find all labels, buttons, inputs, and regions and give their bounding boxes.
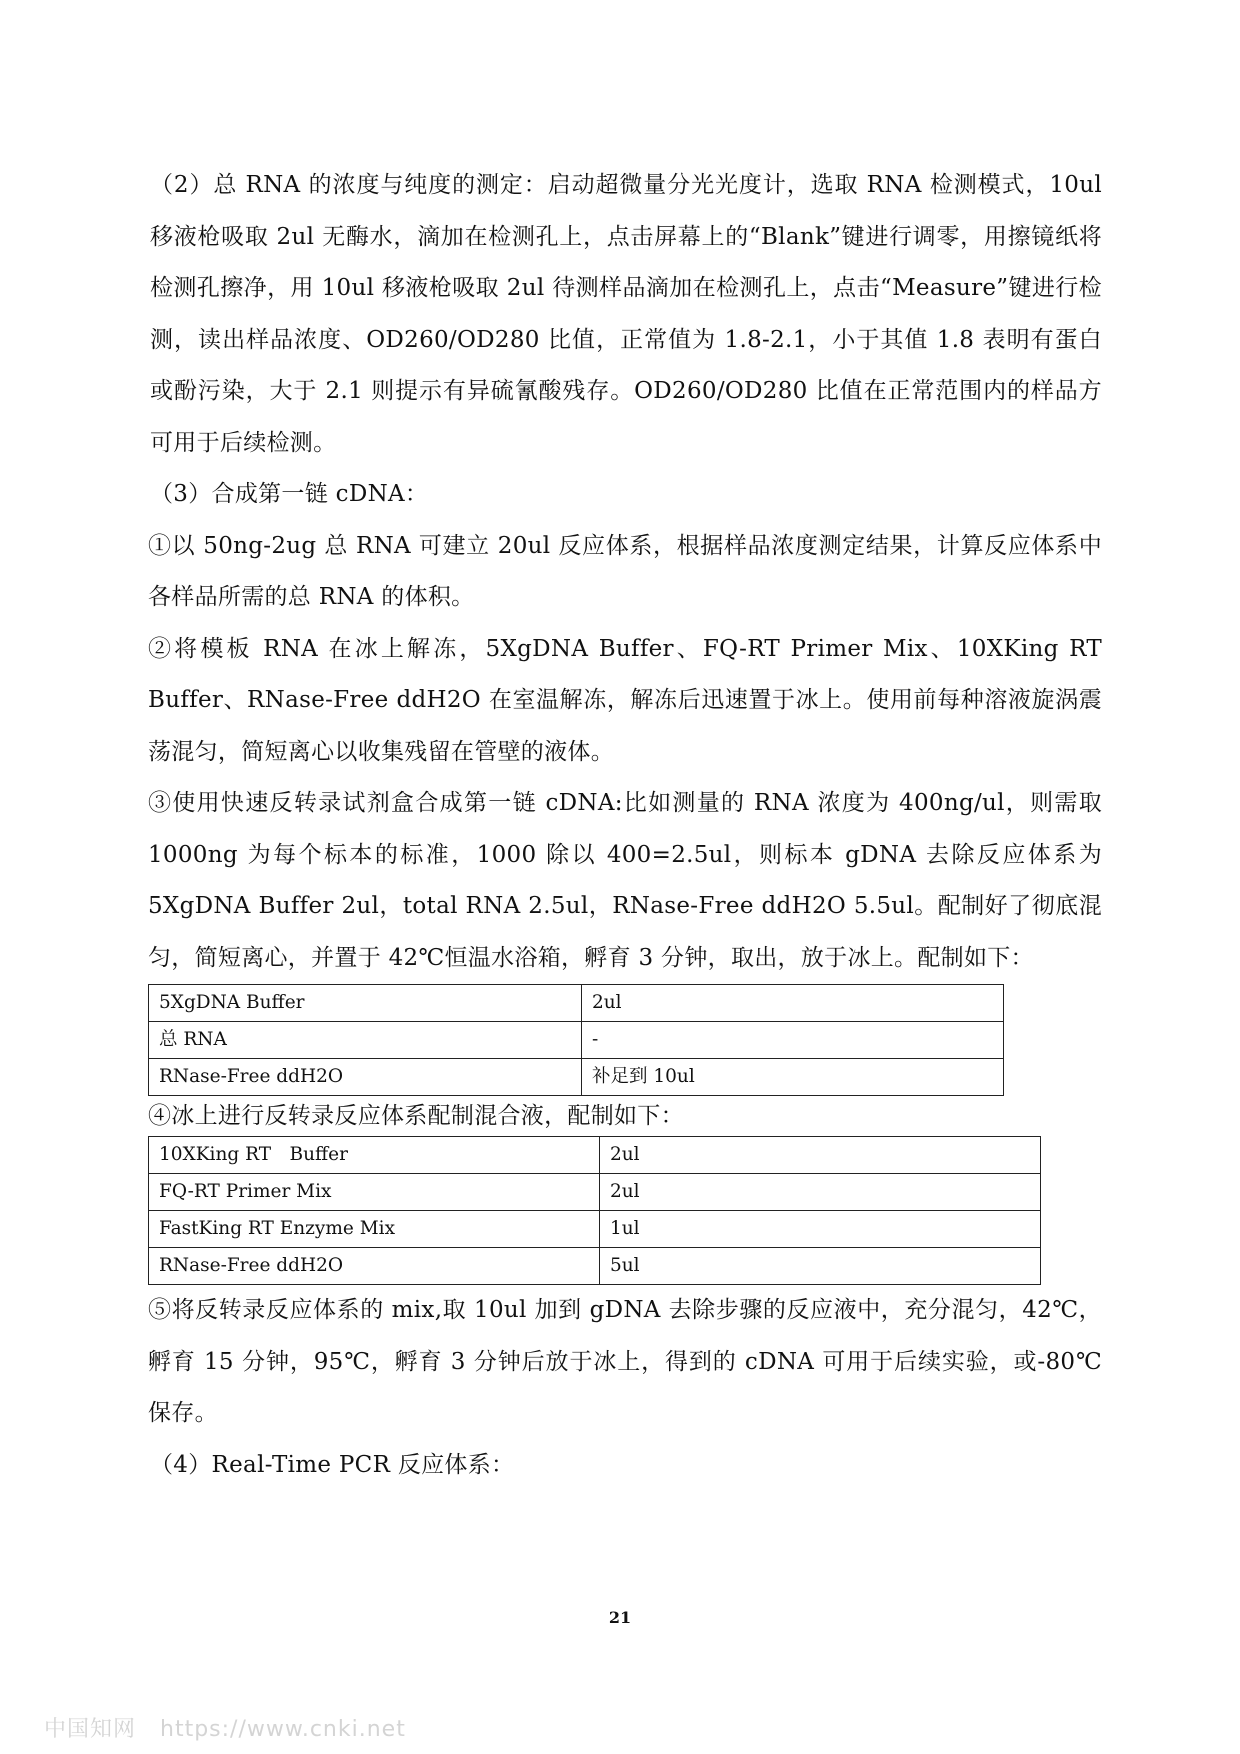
amount-cell: 1ul [600,1211,1041,1248]
table-row [149,985,1004,1022]
watermark-brand: 中国知网 [44,1717,137,1742]
gdna-removal-table [148,984,1004,1096]
amount-cell: 补足到 10ul [582,1059,1004,1096]
reagent-cell: FQ-RT Primer Mix [149,1174,600,1211]
table-row [149,1211,1041,1248]
cnki-watermark [44,1712,406,1743]
step-5-paragraph: ⑤将反转录反应体系的 mix,取 10ul 加到 gDNA 去除步骤的反应液中，充分混匀，42℃，孵育 15 分钟，95℃，孵育 3 分钟后放于冰上，得到的 cDNA 可用于后续实验，或-80℃保存。 [148,1297,1102,1426]
table-row [149,1174,1041,1211]
amount-cell: - [582,1022,1004,1059]
table-row [149,1137,1041,1174]
step-3-paragraph: ③使用快速反转录试剂盒合成第一链 cDNA:比如测量的 RNA 浓度为 400ng/ul，则需取 1000ng 为每个标本的标准，1000 除以 400=2.5ul，则标本 gDNA 去除反应体系为 5XgDNA Buffer 2ul，total RNA 2.5ul，RNase-Free ddH2O 5.5ul。配制好了彻底混匀，简短离心，并置于 42℃恒温水浴箱，孵育 3 分钟，取出，放于冰上。配制如下： [148,790,1102,971]
table-row [149,1059,1004,1096]
reagent-cell: 5XgDNA Buffer [149,985,582,1022]
reagent-cell: RNase-Free ddH2O [149,1248,600,1285]
amount-cell: 2ul [582,985,1004,1022]
reagent-cell: FastKing RT Enzyme Mix [149,1211,600,1248]
step-4-paragraph: ④冰上进行反转录反应体系配制混合液，配制如下： [148,1103,684,1129]
reverse-transcription-table [148,1136,1041,1285]
amount-cell: 2ul [600,1137,1041,1174]
reagent-cell: 总 RNA [149,1022,582,1059]
page-content [148,160,1126,1491]
step-1-paragraph: ①以 50ng-2ug 总 RNA 可建立 20ul 反应体系，根据样品浓度测定结果，计算反应体系中各样品所需的总 RNA 的体积。 [148,532,1102,610]
reagent-cell: RNase-Free ddH2O [149,1059,582,1096]
watermark-url: https://www.cnki.net [160,1717,406,1742]
reagent-cell: 10XKing RT Buffer [149,1137,600,1174]
paragraph-rna-concentration: （2）总 RNA 的浓度与纯度的测定：启动超微量分光光度计，选取 RNA 检测模式，10ul 移液枪吸取 2ul 无酶水，滴加在检测孔上，点击屏幕上的“Blank”键进行调零，用擦镜纸将检测孔擦净，用 10ul 移液枪吸取 2ul 待测样品滴加在检测孔上，点击“Measure”键进行检测，读出样品浓度、OD260/OD280 比值，正常值为 1.8-2.1，小于其值 1.8 表明有蛋白或酚污染，大于 2.1 则提示有异硫氰酸残存。OD260/OD280 比值在正常范围内的样品方可用于后续检测。 [150,172,1102,456]
table-row [149,1248,1041,1285]
paragraph-pcr-heading: （4）Real-Time PCR 反应体系： [150,1451,515,1478]
amount-cell: 5ul [600,1248,1041,1285]
amount-cell: 2ul [600,1174,1041,1211]
paragraph-cdna-synthesis-heading: （3）合成第一链 cDNA： [150,481,429,507]
page-number: 21 [608,1608,632,1627]
step-2-paragraph: ②将模板 RNA 在冰上解冻，5XgDNA Buffer、FQ-RT Primer Mix、10XKing RT Buffer、RNase-Free ddH2O 在室温解冻，解冻后迅速置于冰上。使用前每种溶液旋涡震荡混匀，简短离心以收集残留在管壁的液体。 [148,635,1126,765]
table-row [149,1022,1004,1059]
